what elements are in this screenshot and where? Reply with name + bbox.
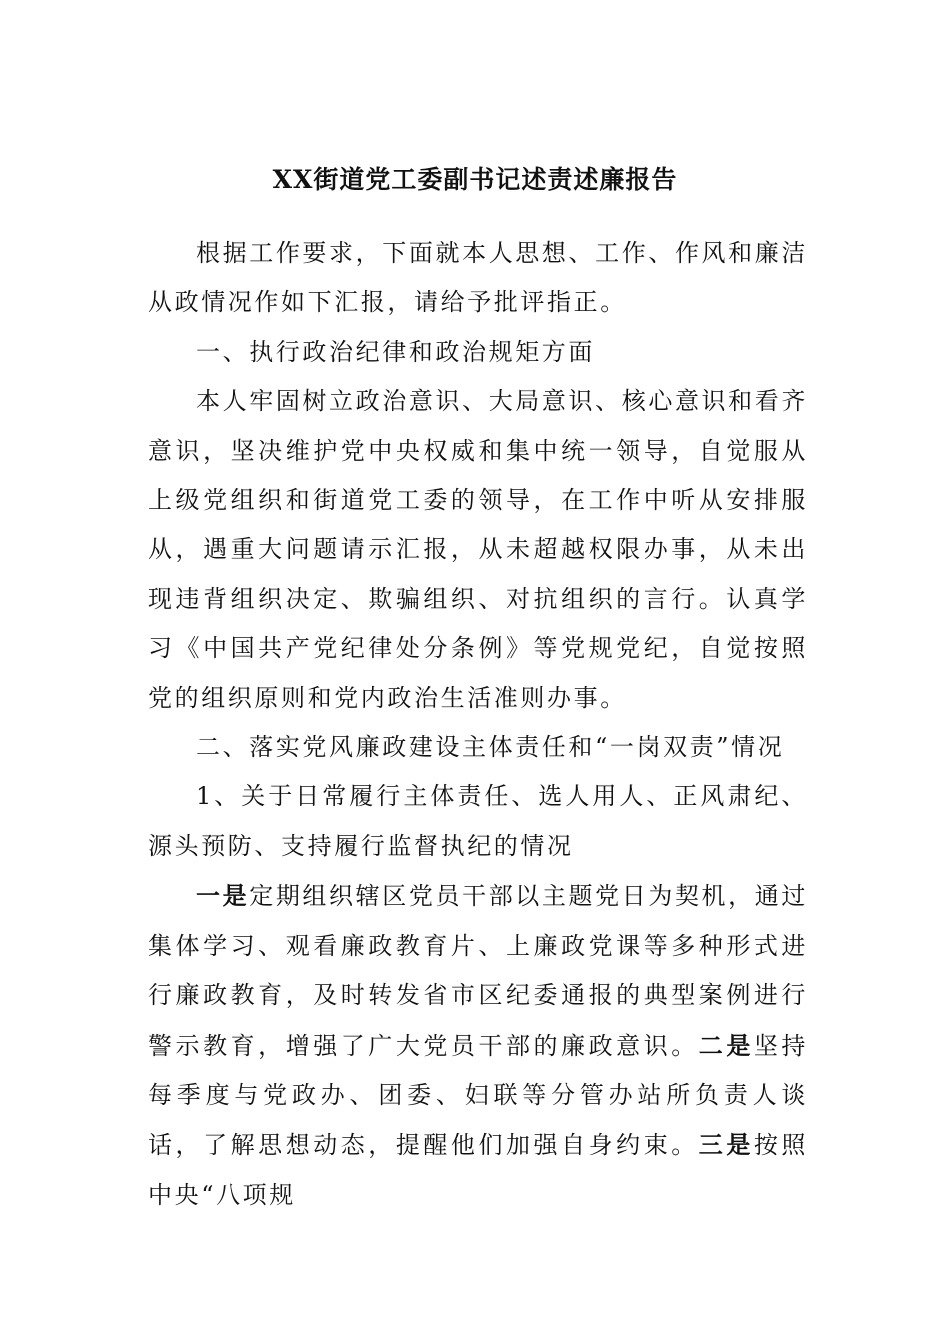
point-2-text: 坚持每季度与党政办、团委、妇联等分管办站所负责人谈话，了解思想动态，提醒他们加强自身约束。 [148,1031,808,1160]
document-title: XX街道党工委副书记述责述廉报告 [272,165,678,194]
section-2-detail-paragraph [148,871,808,1220]
point-3-text: 按照中央“八项规 [148,1131,808,1209]
intro-paragraph: 根据工作要求，下面就本人思想、工作、作风和廉洁从政情况作如下汇报，请给予批评指正。 [148,239,808,317]
section-1-body: 本人牢固树立政治意识、大局意识、核心意识和看齐意识，坚决维护党中央权威和集中统一领导，自觉服从上级党组织和街道党工委的领导，在工作中听从安排服从，遇重大问题请示汇报，从未超越权限办事，从未出现违背组织决定、欺骗组织、对抗组织的言行。认真学习《中国共产党纪律处分条例》等党规党纪，自觉按照党的组织原则和党内政治生活准则办事。 [148,387,808,712]
point-1-text: 定期组织辖区党员干部以主题党日为契机，通过集体学习、观看廉政教育片、上廉政党课等多种形式进行廉政教育，及时转发省市区纪委通报的典型案例进行警示教育，增强了广大党员干部的廉政意识。 [148,882,808,1060]
point-2-marker: 二是 [698,1030,754,1060]
section-2-heading: 二、落实党风廉政建设主体责任和“一岗双责”情况 [196,733,785,762]
section-1-heading: 一、执行政治纪律和政治规矩方面 [196,337,595,366]
section-2-subheading-1: 1、关于日常履行主体责任、选人用人、正风肃纪、源头预防、支持履行监督执纪的情况 [148,782,808,860]
point-3-marker: 三是 [698,1130,754,1160]
document-body [148,229,808,1220]
point-1-marker: 一是 [196,881,250,911]
